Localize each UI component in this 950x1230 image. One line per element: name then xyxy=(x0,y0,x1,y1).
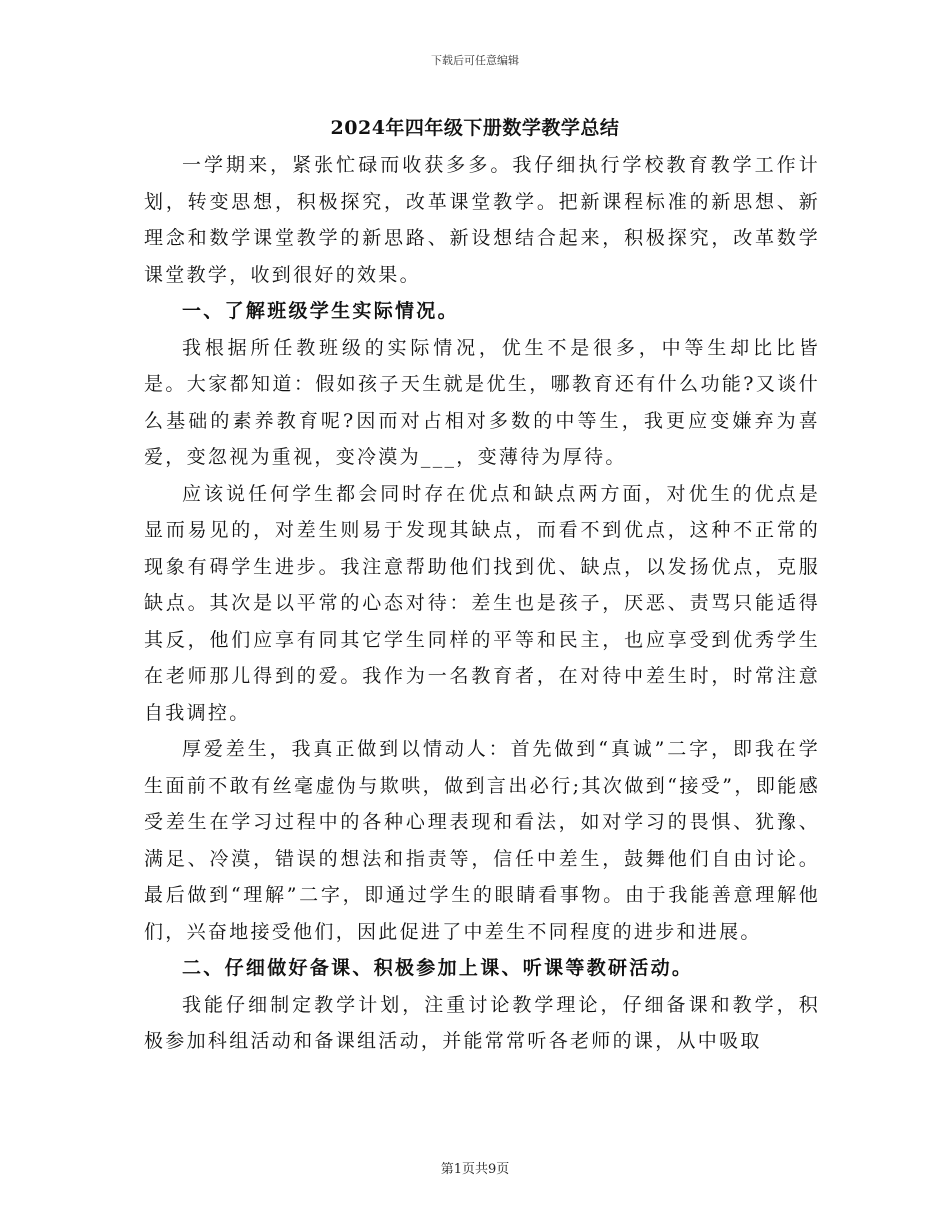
page-footer: 第1页共9页 xyxy=(440,1162,510,1177)
paragraph: 我根据所任教班级的实际情况，优生不是很多，中等生却比比皆是。大家都知道：假如孩子天生就是优生，哪教育还有什么功能?又谈什么基础的素养教育呢?因而对占相对多数的中等生，我更应变嫌弃为喜爱，变忽视为重视，变冷漠为___，变薄待为厚待。 xyxy=(144,336,820,468)
header-note: 下载后可任意编辑 xyxy=(431,54,519,67)
paragraph: 厚爱差生，我真正做到以情动人：首先做到“真诚”二字，即我在学生面前不敢有丝毫虚伪与欺哄，做到言出必行;其次做到“接受”，即能感受差生在学习过程中的各种心理表现和看法，如对学习的畏惧、犹豫、满足、冷漠，错误的想法和指责等，信任中差生，鼓舞他们自由讨论。最后做到“理解”二字，即通过学生的眼睛看事物。由于我能善意理解他们，兴奋地接受他们，因此促进了中差生不同程度的进步和进展。 xyxy=(144,738,820,943)
document-body xyxy=(144,147,820,1060)
document-title: 2024年四年级下册数学教学总结 xyxy=(330,117,620,139)
section-heading-1: 一、了解班级学生实际情况。 xyxy=(182,300,459,322)
paragraph-intro: 一学期来，紧张忙碌而收获多多。我仔细执行学校教育教学工作计划，转变思想，积极探究，改革课堂教学。把新课程标准的新思想、新理念和数学课堂教学的新思路、新设想结合起来，积极探究，改革数学课堂教学，收到很好的效果。 xyxy=(144,154,820,286)
section-heading-2: 二、仔细做好备课、积极参加上课、听课等教研活动。 xyxy=(182,957,694,979)
paragraph: 应该说任何学生都会同时存在优点和缺点两方面，对优生的优点是显而易见的，对差生则易于发现其缺点，而看不到优点，这种不正常的现象有碍学生进步。我注意帮助他们找到优、缺点，以发扬优点，克服缺点。其次是以平常的心态对待：差生也是孩子，厌恶、责骂只能适得其反，他们应享有同其它学生同样的平等和民主，也应享受到优秀学生在老师那儿得到的爱。我作为一名教育者，在对待中差生时，时常注意自我调控。 xyxy=(144,482,820,724)
paragraph: 我能仔细制定教学计划，注重讨论教学理论，仔细备课和教学，积极参加科组活动和备课组活动，并能常常听各老师的课，从中吸取 xyxy=(144,993,820,1052)
